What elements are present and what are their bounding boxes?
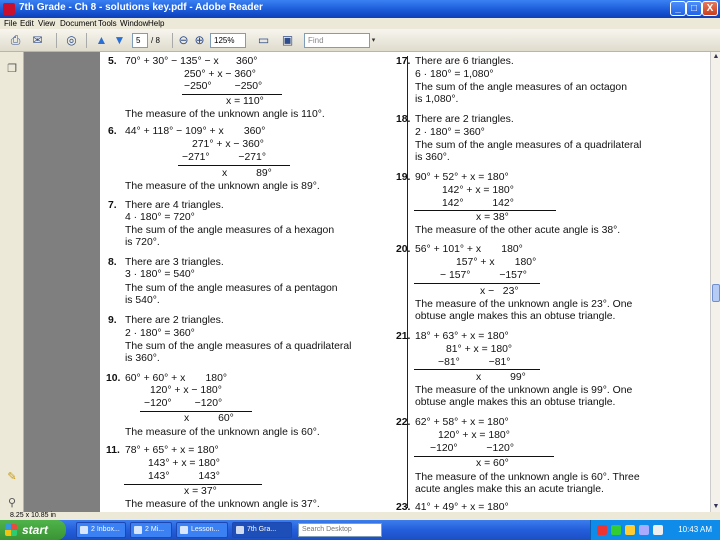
equation-line: 18° + 63° + x = 180° (415, 331, 509, 342)
maximize-button[interactable]: □ (686, 1, 702, 16)
document-view[interactable] (24, 52, 710, 512)
equation-line: 44° + 118° − 109° + x 360° (125, 126, 266, 137)
page-total: / 8 (151, 36, 160, 45)
equation-line: x 99° (476, 372, 526, 383)
equation-line: 81° + x = 180° (446, 344, 513, 355)
equation-line: x 89° (222, 168, 272, 179)
system-tray (590, 520, 720, 540)
menu-view[interactable]: View (38, 19, 56, 28)
problem-number: 17. (396, 56, 411, 67)
tray-update-icon[interactable] (653, 525, 663, 535)
equation-line: −250° −250° (184, 81, 263, 92)
menu-help[interactable]: Help (148, 19, 165, 28)
answer-text: The measure of the unknown angle is 99°. One (415, 385, 633, 396)
problem-number: 22. (396, 417, 411, 428)
equation-line: x = 110° (226, 96, 264, 107)
equation-rule (414, 210, 556, 211)
equation-line: x 60° (184, 413, 234, 424)
text-line: 2 · 180° = 360° (125, 328, 195, 339)
equation-line: x = 60° (476, 458, 509, 469)
toolbar (0, 29, 720, 52)
problem-number: 8. (108, 257, 117, 268)
answer-text: The measure of the unknown angle is 23°. One (415, 299, 633, 310)
equation-rule (182, 94, 282, 95)
page-size-readout: 8.25 x 10.85 in (10, 512, 56, 519)
equation-line: 143° 143° (148, 471, 220, 482)
text-line: 3 · 180° = 540° (125, 269, 195, 280)
toolbar-separator (56, 33, 57, 48)
text-line: is 540°. (125, 295, 160, 306)
tray-antivirus-icon[interactable] (597, 525, 607, 535)
problem-number: 23. (396, 502, 411, 512)
text-line: 4 · 180° = 720° (125, 212, 195, 223)
taskbar (0, 520, 720, 540)
title-bar (0, 0, 720, 18)
menu-document[interactable]: Document (60, 19, 97, 28)
answer-text: The measure of the unknown angle is 60°. (125, 427, 320, 438)
equation-line: −120° −120° (144, 398, 223, 409)
taskbar-item-mail[interactable]: 2 Mi... (130, 522, 172, 538)
equation-line: 142° + x = 180° (442, 185, 514, 196)
text-line: is 720°. (125, 237, 160, 248)
menu-tools[interactable]: Tools (98, 19, 117, 28)
status-bar (0, 512, 720, 520)
problem-number: 10. (106, 373, 121, 384)
equation-rule (178, 165, 290, 166)
toolbar-separator (86, 33, 87, 48)
equation-line: 41° + 49° + x = 180° (415, 502, 509, 512)
tray-shield-icon[interactable] (625, 525, 635, 535)
problem-number: 21. (396, 331, 411, 342)
text-line: is 1,080°. (415, 94, 459, 105)
text-line: is 360°. (125, 353, 160, 364)
equation-line: x = 37° (184, 486, 217, 497)
start-label: start (22, 523, 49, 537)
text-line: 2 · 180° = 360° (415, 127, 485, 138)
chevron-down-icon[interactable]: ▾ (371, 37, 376, 44)
problem-number: 5. (108, 56, 117, 67)
text-line: The sum of the angle measures of a quadrilateral (125, 341, 352, 352)
text-line: There are 6 triangles. (415, 56, 514, 67)
problem-number: 7. (108, 200, 117, 211)
equation-line: 60° + 60° + x 180° (125, 373, 228, 384)
zoom-input[interactable]: 125% (210, 33, 246, 48)
problem-number: 11. (106, 445, 120, 456)
taskbar-item-reader[interactable]: 7th Gra... (232, 522, 292, 538)
equation-line: x − 23° (480, 286, 519, 297)
problem-number: 19. (396, 172, 411, 183)
equation-line: x = 38° (476, 212, 509, 223)
equation-line: 78° + 65° + x = 180° (125, 445, 219, 456)
windows-logo-icon (5, 524, 17, 536)
equation-line: −120° −120° (430, 443, 514, 454)
fit-width-icon[interactable]: ▣ (281, 33, 294, 47)
answer-text: The measure of the unknown angle is 37°. (125, 499, 320, 510)
navigation-panel (0, 52, 24, 520)
problem-number: 20. (396, 244, 411, 255)
fit-page-icon[interactable]: ▭ (257, 33, 270, 47)
menu-edit[interactable]: Edit (20, 19, 34, 28)
find-input[interactable]: Find (304, 33, 370, 48)
answer-text: obtuse angle makes this an obtuse triangle. (415, 311, 616, 322)
print-icon[interactable]: ⎙ (10, 33, 21, 47)
problem-number: 18. (396, 114, 411, 125)
toolbar-separator (172, 33, 173, 48)
text-line: 6 · 180° = 1,080° (415, 69, 494, 80)
equation-rule (140, 411, 252, 412)
page-number-input[interactable]: 5 (132, 33, 148, 48)
menu-file[interactable]: File (4, 19, 17, 28)
equation-line: 120° + x − 180° (150, 385, 222, 396)
equation-line: 90° + 52° + x = 180° (415, 172, 509, 183)
text-line: is 360°. (415, 152, 450, 163)
equation-line: −81° −81° (438, 357, 511, 368)
arrow-up-icon[interactable]: ▲ (95, 33, 108, 47)
scrollbar-thumb[interactable] (712, 284, 720, 302)
close-button[interactable]: X (702, 1, 718, 16)
clock: 10:43 AM (678, 525, 712, 534)
equation-line: 56° + 101° + x 180° (415, 244, 523, 255)
scroll-up-icon[interactable]: ▲ (712, 53, 720, 60)
equation-rule (124, 484, 262, 485)
zoom-in-icon[interactable]: ⊕ (194, 33, 205, 47)
answer-text: The measure of the unknown angle is 110°. (125, 109, 325, 120)
problem-number: 9. (108, 315, 117, 326)
equation-line: − 157° −157° (440, 270, 527, 281)
answer-text: acute angles make this an acute triangle. (415, 484, 604, 495)
start-button[interactable] (0, 520, 66, 540)
upload-icon[interactable]: ◎ (66, 33, 77, 47)
taskbar-item-inbox[interactable]: 2 Inbox... (76, 522, 126, 538)
text-line: There are 2 triangles. (415, 114, 514, 125)
text-line: There are 3 triangles. (125, 257, 224, 268)
text-line: The sum of the angle measures of a quadrilateral (415, 140, 642, 151)
tray-network-icon[interactable] (611, 525, 621, 535)
equation-line: 157° + x 180° (456, 257, 537, 268)
scroll-down-icon[interactable]: ▼ (712, 503, 720, 510)
answer-text: The measure of the unknown angle is 89°. (125, 181, 320, 192)
menu-window[interactable]: Window (120, 19, 149, 28)
text-line: There are 4 triangles. (125, 200, 224, 211)
text-line: The sum of the angle measures of an octagon (415, 82, 627, 93)
desktop-search-input[interactable]: Search Desktop (298, 523, 382, 537)
equation-line: 142° 142° (442, 198, 514, 209)
paperclip-icon[interactable]: ⚲ (7, 497, 17, 509)
equation-line: −271° −271° (182, 152, 266, 163)
equation-line: 70° + 30° − 135° − x 360° (125, 56, 258, 67)
pages-panel-icon[interactable]: ❐ (7, 63, 17, 75)
comment-icon[interactable]: ✎ (7, 471, 17, 483)
equation-line: 62° + 58° + x = 180° (415, 417, 509, 428)
equation-line: 250° + x − 360° (184, 69, 256, 80)
equation-line: 143° + x = 180° (148, 458, 220, 469)
tray-volume-icon[interactable] (639, 525, 649, 535)
equation-rule (414, 456, 554, 457)
equation-line: 120° + x = 180° (438, 430, 510, 441)
equation-rule (414, 283, 540, 284)
vertical-scrollbar[interactable] (710, 52, 720, 512)
menu-bar (0, 18, 720, 29)
window-title: 7th Grade - Ch 8 - solutions key.pdf - Adobe Reader (19, 2, 263, 13)
arrow-down-icon[interactable]: ▼ (113, 33, 126, 47)
text-line: The sum of the angle measures of a pentagon (125, 283, 338, 294)
taskbar-item-lesson[interactable]: Lesson... (176, 522, 228, 538)
answer-text: obtuse angle makes this an obtuse triangle. (415, 397, 616, 408)
text-line: There are 2 triangles. (125, 315, 224, 326)
equation-line: 271° + x − 360° (192, 139, 264, 150)
text-line: The sum of the angle measures of a hexagon (125, 225, 335, 236)
minimize-button[interactable]: _ (670, 1, 686, 16)
pdf-page (100, 52, 710, 512)
answer-text: The measure of the unknown angle is 60°. Three (415, 472, 640, 483)
equation-rule (414, 369, 540, 370)
adobe-reader-icon (3, 3, 15, 15)
problem-number: 6. (108, 126, 117, 137)
email-icon[interactable]: ✉ (32, 33, 43, 47)
zoom-out-icon[interactable]: ⊖ (178, 33, 189, 47)
answer-text: The measure of the other acute angle is 38°. (415, 225, 621, 236)
